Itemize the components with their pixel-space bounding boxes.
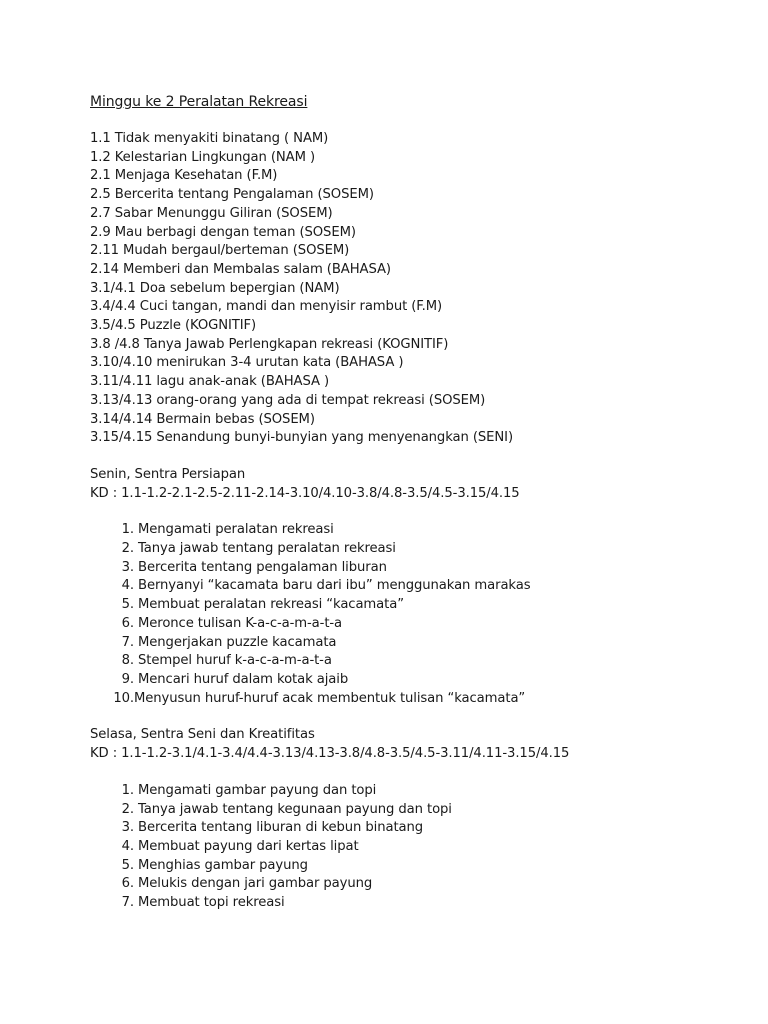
selasa-kd: KD : 1.1-1.2-3.1/4.1-3.4/4.4-3.13/4.13-3.8/4.8-3.5/4.5-3.11/4.11-3.15/4.15: [90, 746, 570, 762]
competency-item: 3.15/4.15 Senandung bunyi-bunyian yang menyenangkan (SENI): [90, 430, 513, 446]
list-item: [112, 615, 730, 634]
list-number: 5.: [121, 597, 134, 613]
list-text: Mengamati peralatan rekreasi: [138, 522, 334, 538]
list-item: [112, 819, 730, 838]
list-number: 6.: [121, 876, 134, 892]
list-text: Membuat topi rekreasi: [138, 895, 285, 911]
competency-item: 2.11 Mudah bergaul/berteman (SOSEM): [90, 243, 350, 259]
list-text: Tanya jawab tentang kegunaan payung dan topi: [138, 801, 452, 817]
list-item: [112, 838, 730, 857]
competency-item: 1.1 Tidak menyakiti binatang ( NAM): [90, 131, 329, 146]
list-number: 7.: [121, 634, 134, 650]
list-item: [112, 875, 730, 894]
competency-item: 3.13/4.13 orang-orang yang ada di tempat rekreasi (SOSEM): [90, 392, 486, 408]
list-text: Bercerita tentang liburan di kebun binatang: [138, 820, 424, 836]
list-item: [112, 801, 730, 820]
list-item: [112, 652, 730, 671]
spacer: [90, 503, 730, 521]
list-text: Mengerjakan puzzle kacamata: [138, 634, 337, 650]
list-number: 2.: [121, 801, 134, 817]
competency-item: 2.5 Bercerita tentang Pengalaman (SOSEM): [90, 187, 374, 203]
list-text: Melukis dengan jari gambar payung: [138, 876, 373, 892]
competency-item: 3.11/4.11 lagu anak-anak (BAHASA ): [90, 374, 330, 390]
list-text: Membuat payung dari kertas lipat: [138, 838, 359, 854]
selasa-heading: Selasa, Sentra Seni dan Kreatifitas: [90, 727, 315, 743]
spacer: [90, 448, 730, 466]
list-number: 8.: [121, 653, 134, 669]
list-number: 7.: [121, 895, 134, 911]
spacer: [90, 112, 730, 130]
list-number: 3.: [121, 820, 134, 836]
list-item: [112, 596, 730, 615]
list-text: Menyusun huruf-huruf acak membentuk tulisan “kacamata”: [134, 690, 526, 706]
competency-item: 2.9 Mau berbagi dengan teman (SOSEM): [90, 224, 356, 240]
spacer: [90, 764, 730, 782]
list-text: Menghias gambar payung: [138, 857, 308, 873]
list-number: 10.: [113, 690, 134, 706]
list-item: [112, 894, 730, 913]
senin-activity-list: [90, 521, 730, 708]
senin-heading: Senin, Sentra Persiapan: [90, 466, 246, 482]
competency-item: 2.1 Menjaga Kesehatan (F.M): [90, 168, 278, 184]
list-item: [112, 671, 730, 690]
list-item: [112, 521, 730, 540]
list-number: 9.: [121, 671, 134, 687]
list-item: [112, 540, 730, 559]
list-text: Mengamati gambar payung dan topi: [138, 782, 377, 798]
document-page: [90, 92, 730, 913]
document-title: Minggu ke 2 Peralatan Rekreasi: [90, 94, 308, 110]
list-item: [112, 634, 730, 653]
competency-item: 2.7 Sabar Menunggu Giliran (SOSEM): [90, 205, 333, 221]
list-text: Membuat peralatan rekreasi “kacamata”: [138, 597, 404, 613]
list-number: 4.: [121, 838, 134, 854]
list-number: 1.: [121, 782, 134, 798]
list-number: 6.: [121, 615, 134, 631]
list-text: Mencari huruf dalam kotak ajaib: [138, 671, 349, 687]
competency-list: [90, 130, 730, 448]
competency-item: 3.10/4.10 menirukan 3-4 urutan kata (BAHASA ): [90, 355, 404, 371]
list-text: Bernyanyi “kacamata baru dari ibu” menggunakan marakas: [138, 578, 531, 594]
list-number: 1.: [121, 522, 134, 538]
list-item: [112, 782, 730, 801]
competency-item: 3.14/4.14 Bermain bebas (SOSEM): [90, 411, 315, 427]
spacer: [90, 708, 730, 726]
list-number: 5.: [121, 857, 134, 873]
list-item: [112, 690, 730, 709]
list-number: 4.: [121, 578, 134, 594]
competency-item: 3.1/4.1 Doa sebelum bepergian (NAM): [90, 280, 340, 296]
list-text: Meronce tulisan K-a-c-a-m-a-t-a: [138, 615, 343, 631]
competency-item: 3.8 /4.8 Tanya Jawab Perlengkapan rekreasi (KOGNITIF): [90, 336, 449, 352]
list-item: [112, 857, 730, 876]
list-item: [112, 559, 730, 578]
list-text: Stempel huruf k-a-c-a-m-a-t-a: [138, 653, 332, 669]
list-text: Bercerita tentang pengalaman liburan: [138, 559, 387, 575]
competency-item: 2.14 Memberi dan Membalas salam (BAHASA): [90, 261, 391, 277]
senin-kd: KD : 1.1-1.2-2.1-2.5-2.11-2.14-3.10/4.10-3.8/4.8-3.5/4.5-3.15/4.15: [90, 485, 520, 501]
list-number: 2.: [121, 541, 134, 557]
selasa-activity-list: [90, 782, 730, 913]
competency-item: 1.2 Kelestarian Lingkungan (NAM ): [90, 149, 316, 165]
list-text: Tanya jawab tentang peralatan rekreasi: [138, 541, 396, 557]
competency-item: 3.4/4.4 Cuci tangan, mandi dan menyisir rambut (F.M): [90, 299, 443, 315]
competency-item: 3.5/4.5 Puzzle (KOGNITIF): [90, 318, 257, 334]
list-item: [112, 577, 730, 596]
list-number: 3.: [121, 559, 134, 575]
